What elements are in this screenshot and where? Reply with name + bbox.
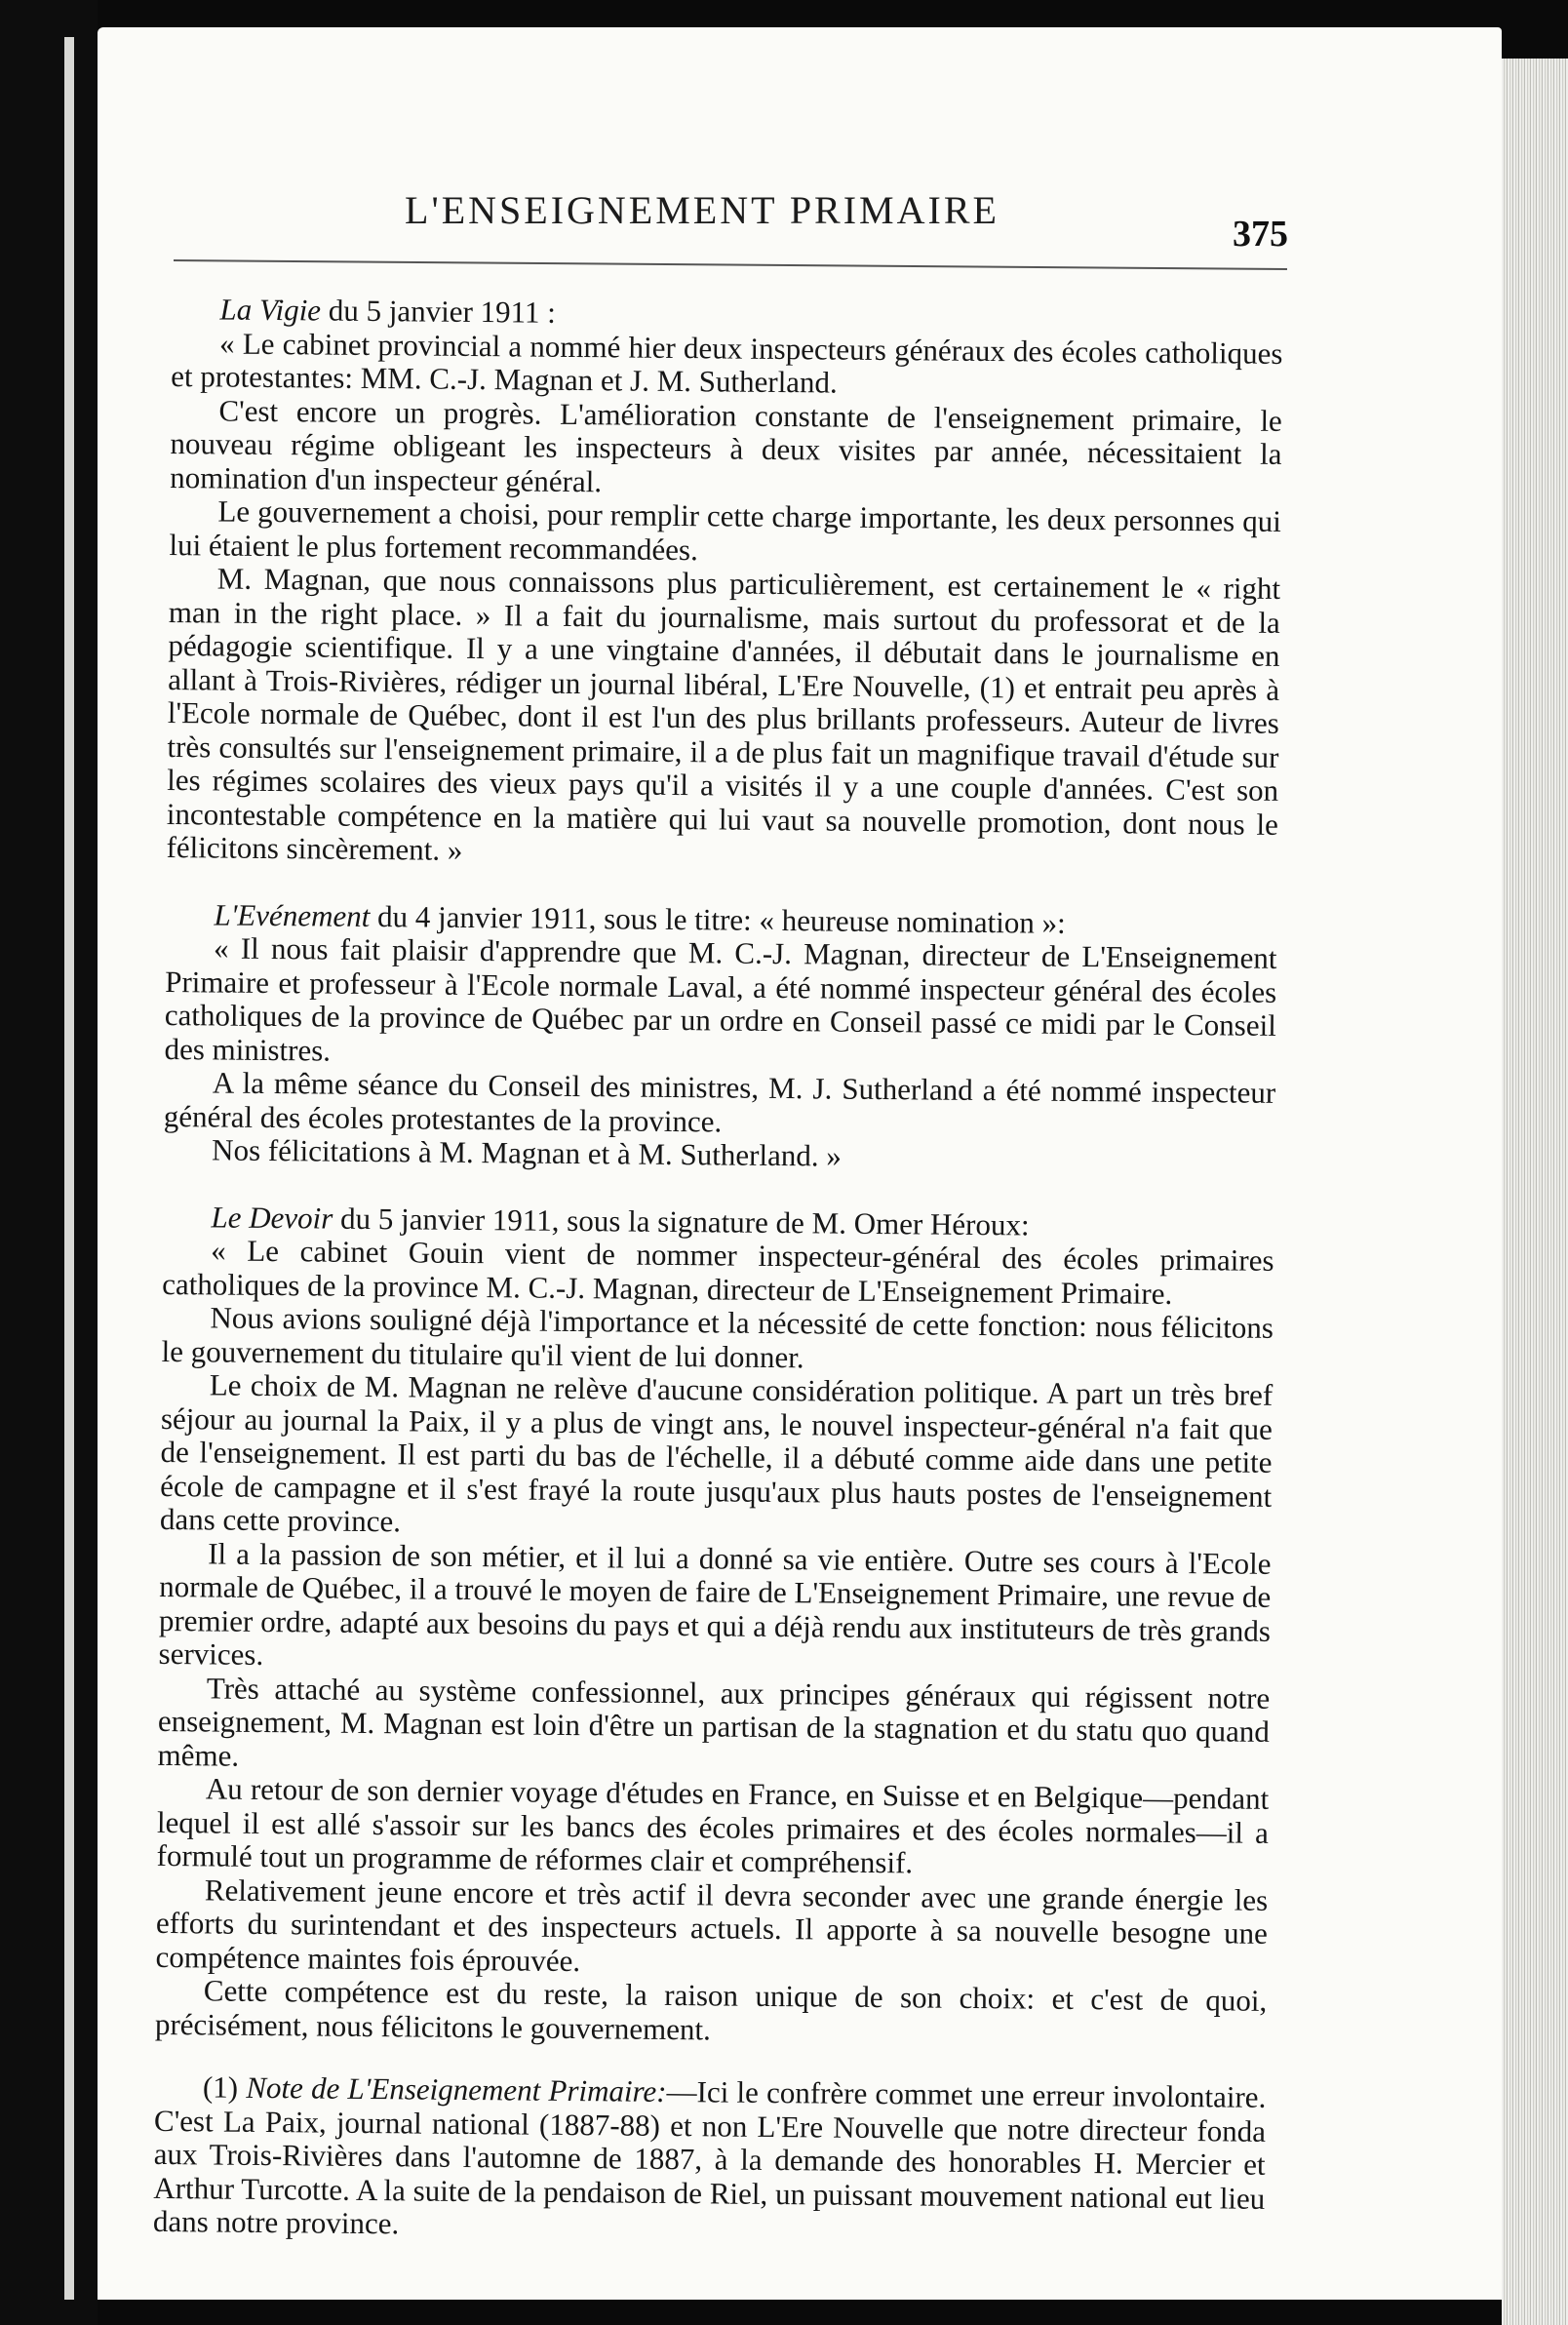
article-paragraph: Le choix de M. Magnan ne relève d'aucune considération politique. A part un très bref séjour au journal la Paix, il y a plus de vingt ans, le nouvel inspecteur-général n'a fait que de l'enseignement. Il est parti du bas de l'échelle, il a débuté comme aide dans une petite école de campagne et il s'est frayé la route jusqu'aux plus hauts postes de l'enseignement dans cette province. — [159, 1367, 1274, 1539]
article-paragraph: « Le cabinet provincial a nommé hier deux inspecteurs généraux des écoles catholiques et protestantes: MM. C.-J. Magnan et J. M. Sutherland. — [171, 325, 1283, 400]
article-paragraph: Relativement jeune encore et très actif il devra seconder avec une grande énergie les efforts du surintendant et des inspecteurs actuels. Il apporte à sa nouvelle besogne une compétence maintes fois éprouvée. — [155, 1872, 1269, 1978]
article-intro: La Vigie du 5 janvier 1911 : — [219, 292, 556, 330]
left-page-edge — [0, 0, 98, 2325]
facing-page-sliver — [64, 37, 74, 2300]
page-body — [153, 293, 1283, 2249]
running-title: L'ENSEIGNEMENT PRIMAIRE — [405, 188, 1000, 232]
article-intro: Le Devoir du 5 janvier 1911, sous la signature de M. Omer Héroux: — [211, 1199, 1030, 1241]
article-paragraph: « Le cabinet Gouin vient de nommer inspecteur-général des écoles primaires catholiques de la province M. C.-J. Magnan, directeur de L'Enseignement Primaire. — [162, 1233, 1274, 1311]
article-paragraph: Cette compétence est du reste, la raison unique de son choix: et c'est de quoi, précisément, nous félicitons le gouvernement. — [154, 1973, 1268, 2046]
footnote-label: Note de L'Enseignement Primaire: — [246, 2069, 667, 2108]
article-paragraph: A la même séance du Conseil des ministres, M. J. Sutherland a été nommé inspecteur général des écoles protestantes de la province. — [163, 1065, 1276, 1138]
page-stack-edge — [1502, 59, 1568, 2325]
page-number: 375 — [1233, 214, 1288, 255]
article-intro: L'Evénement du 4 janvier 1911, sous le titre: « heureuse nomination »: — [214, 896, 1066, 940]
article-paragraph: « Il nous fait plaisir d'apprendre que M. C.-J. Magnan, directeur de L'Enseignement Primaire et professeur à l'Ecole normale Laval, a été nommé inspecteur général des écoles catholiques de la province de Québec par un ordre en Conseil passé ce midi par le Conseil des ministres. — [164, 930, 1277, 1068]
footnote — [153, 2070, 1267, 2249]
article-paragraph: Très attaché au système confessionnel, aux principes généraux qui régissent notre enseignement, M. Magnan est loin d'être un partisan de la stagnation et du statu quo quand même. — [157, 1670, 1271, 1773]
article-paragraph: Le gouvernement a choisi, pour remplir cette charge importante, les deux personnes qui lui étaient le plus fortement recommandées. — [169, 493, 1281, 567]
footnote-marker: (1) — [202, 2069, 239, 2105]
article-paragraph: Nous avions souligné déjà l'importance et la nécessité de cette fonction: nous félicitons le gouvernement du titulaire qu'il vient de lui donner. — [161, 1300, 1274, 1374]
footnote-text: —Ici le confrère commet une erreur involontaire. C'est La Paix, journal national (1887-88) et non L'Ere Nouvelle que notre directeur fonda aux Trois-Rivières dans l'automne de 1887, à la demande des honorables H. Mercier et Arthur Turcotte. A la suite de la pendaison de Riel, un puissant mouvement national eut lieu dans notre province. — [152, 2073, 1267, 2241]
article-paragraph: C'est encore un progrès. L'amélioration constante de l'enseignement primaire, le nouveau régime obligeant les inspecteurs à deux visites par année, nécessitaient la nomination d'un inspecteur général. — [170, 392, 1282, 498]
article-paragraph: Il a la passion de son métier, et il lui a donné sa vie entière. Outre ses cours à l'Ecole normale de Québec, il a trouvé le moyen de faire de L'Enseignement Primaire, une revue de premier ordre, adapté aux besoins du pays et qui a déjà rendu aux instituteurs de très grands services. — [158, 1535, 1272, 1672]
article-paragraph: M. Magnan, que nous connaissons plus particulièrement, est certainement le « right man in the right place. » Il a fait du journalisme, mais surtout du professorat et de la pédagogie scientifique. Il y a une vingtaine d'années, il débutait dans le journalisme en allant à Trois-Rivières, rédiger un journal libéral, L'Ere Nouvelle, (1) et entrait peu après à l'Ecole normale de Québec, dont il est l'un des plus brillants professeurs. Auteur de livres très consultés sur l'enseignement primaire, il a de plus fait un magnifique travail d'étude sur les régimes scolaires des vieux pays qu'il a visités il y a une couple d'années. C'est son incontestable compétence en la matière qui lui vaut sa nouvelle promotion, dont nous le félicitons sincèrement. » — [166, 561, 1281, 867]
article-paragraph: Au retour de son dernier voyage d'études en France, en Suisse et en Belgique—pendant lequel il est allé s'assoir sur les bancs des écoles primaires et des écoles normales—il a formulé tout un programme de réformes clair et compréhensif. — [156, 1771, 1270, 1880]
article-paragraph: Nos félicitations à M. Magnan et à M. Sutherland. » — [211, 1132, 842, 1173]
